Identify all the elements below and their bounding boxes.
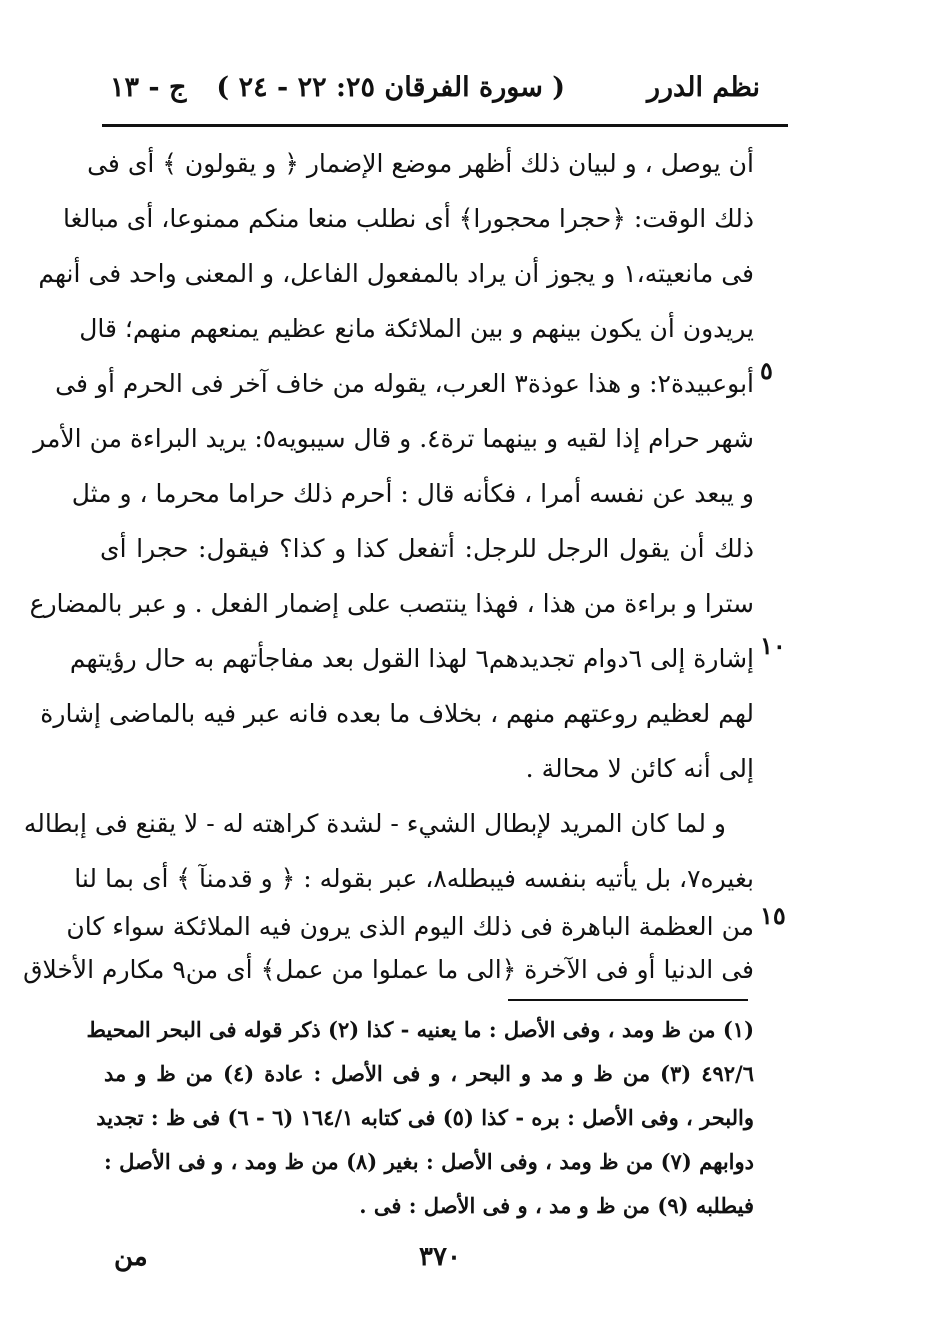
text-line: يريدون أن يكون بينهم و بين الملائكة مانع عظيم يمنعهم منهم؛ قال xyxy=(79,314,754,343)
text-line: و يبعد عن نفسه أمرا ، فكأنه قال : أحرم ذلك حراما محرما ، و مثل xyxy=(71,479,754,508)
text-line: فى الدنيا أو فى الآخرة ﴿الى ما عملوا من عمل﴾ أى من٩ مكارم الأخلاق xyxy=(23,955,754,984)
footnote-line: والبحر ، وفى الأصل : بره - كذا (٥) فى كتابه ١٦٤/١ (٦ - ٦) فى ظ : تجديد xyxy=(96,1105,754,1130)
footnote-line: ٤٩٢/٦ (٣) من ظ و مد و البحر ، و فى الأصل : عادة (٤) من ظ و مد xyxy=(104,1061,755,1086)
book-title: نظم الدرر xyxy=(646,72,760,103)
text-line: أن يوصل ، و لبيان ذلك أظهر موضع الإضمار ﴿ و يقولون ﴾ أى فى xyxy=(87,149,754,178)
text-line: فى مانعيته،١ و يجوز أن يراد بالمفعول الفاعل، و المعنى واحد فى أنهم xyxy=(38,259,754,288)
line-number-15: ١٥ xyxy=(760,901,786,930)
page-number: ٣٧٠ xyxy=(419,1242,461,1272)
main-text xyxy=(23,136,754,992)
text-line: ذلك أن يقول الرجل للرجل: أتفعل كذا و كذا؟ فيقول: حجرا أى xyxy=(100,534,754,563)
text-line: بغيره٧، بل يأتيه بنفسه فيبطله٨، عبر بقوله : ﴿ و قدمنآ ﴾ أى بما لنا xyxy=(74,864,754,893)
line-number-10: ١٠ xyxy=(760,631,786,660)
text-line: من العظمة الباهرة فى ذلك اليوم الذى يرون فيه الملائكة سواء كان xyxy=(66,912,754,941)
text-line: شهر حرام إذا لقيه و بينهما ترة٤. و قال سيبويه٥: يريد البراءة من الأمر xyxy=(33,424,754,453)
text-line: ذلك الوقت: ﴿حجرا محجورا﴾ أى نطلب منعا منكم ممنوعا، أى مبالغا xyxy=(63,204,754,233)
header-rule xyxy=(102,124,788,127)
catchword: من xyxy=(114,1242,148,1272)
footnote-line: دوابهم (٧) من ظ ومد ، وفى الأصل : بغير (٨) من ظ ومد ، و فى الأصل : xyxy=(104,1149,754,1174)
line-number-5: ٥ xyxy=(760,356,773,385)
text-line: و لما كان المريد لإبطال الشيء - لشدة كراهته له - لا يقنع فى إبطاله xyxy=(23,809,726,838)
footnote-line: (١) من ظ ومد ، وفى الأصل : ما يعنيه - كذا (٢) ذكر قوله فى البحر المحيط xyxy=(86,1017,754,1042)
footnotes xyxy=(86,1008,755,1228)
text-line: إشارة إلى ٦دوام تجديدهم٦ لهذا القول بعد مفاجأتهم به حال رؤيتهم xyxy=(69,644,754,673)
text-line: لهم لعظيم روعتهم منهم ، بخلاف ما بعده فانه عبر فيه بالماضى إشارة xyxy=(40,699,754,728)
surah-reference: ( سورة الفرقان ٢٥: ٢٢ - ٢٤ ) xyxy=(216,72,565,103)
text-line: سترا و براءة من هذا ، فهذا ينتصب على إضمار الفعل . و عبر بالمضارع xyxy=(29,589,754,618)
text-line: إلى أنه كائن لا محالة . xyxy=(525,754,754,783)
text-line: أبوعبيدة٢: و هذا عوذة٣ العرب، يقوله من خاف آخر فى الحرم أو فى xyxy=(55,369,754,398)
footnote-line: فيطلبه (٩) من ظ و مد ، و فى الأصل : فى . xyxy=(359,1193,754,1218)
footnote-rule xyxy=(508,999,748,1001)
volume-number: ج - ١٣ xyxy=(110,72,187,103)
running-header xyxy=(110,72,760,112)
